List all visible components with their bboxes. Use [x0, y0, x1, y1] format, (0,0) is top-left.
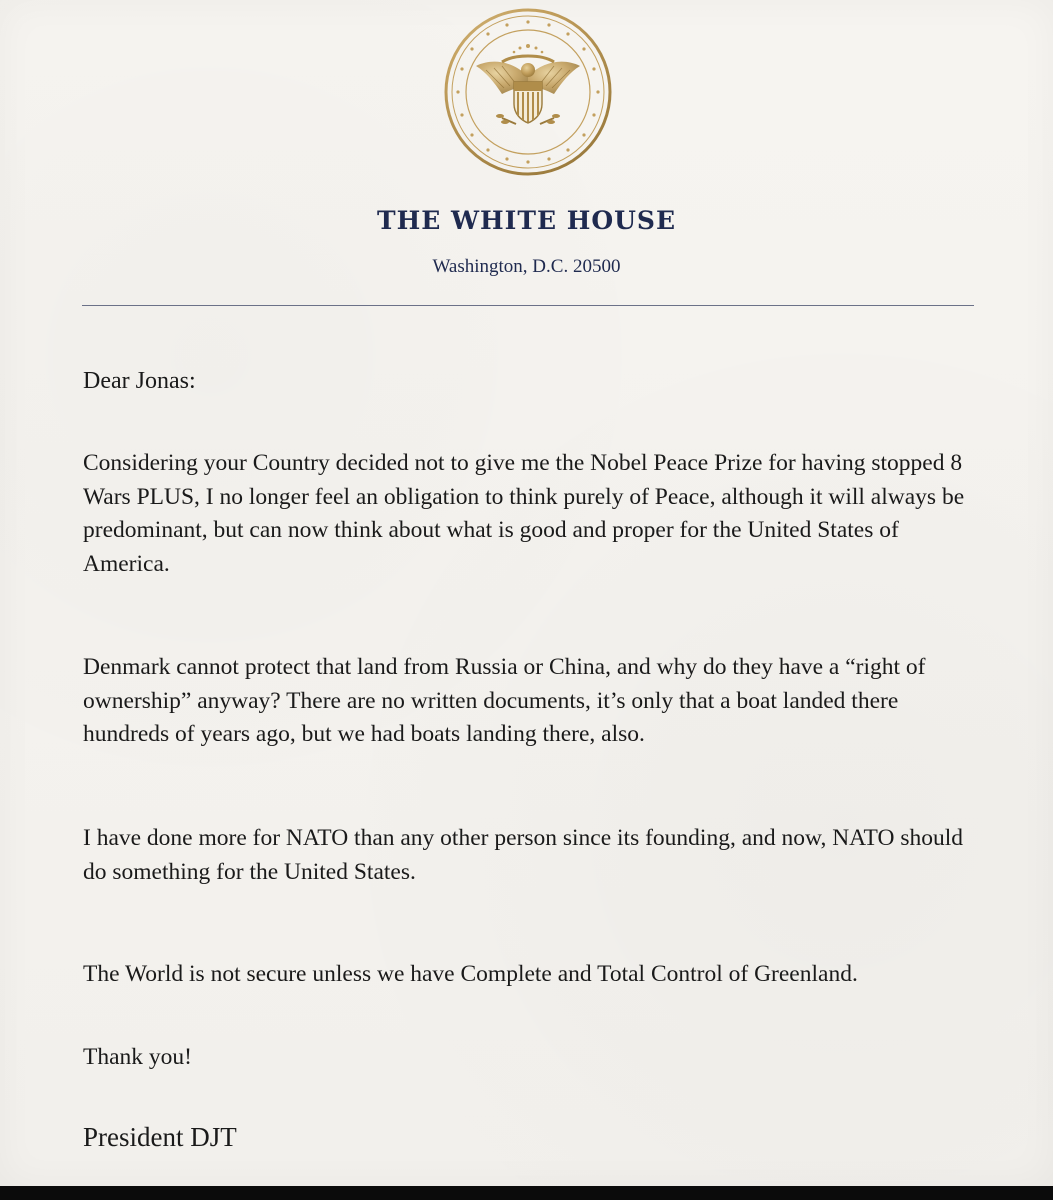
letterhead-address: Washington, D.C. 20500	[432, 256, 621, 277]
paragraph-3: I have done more for NATO than any other person since its founding, and now, NATO should do something for the United States.	[83, 825, 963, 885]
letterhead-divider	[82, 305, 974, 306]
presidential-seal-icon	[442, 6, 614, 178]
letterhead-title: THE WHITE HOUSE	[376, 206, 677, 235]
paragraph-2: Denmark cannot protect that land from Russia or China, and why do they have a “right of ownership” anyway? There are no written documents, it’s only that a boat landed there hundreds of years ago, but we had boats landing there, also.	[83, 654, 926, 747]
paragraph-4: The World is not secure unless we have Complete and Total Control of Greenland.	[83, 961, 858, 987]
bottom-black-bar	[0, 1186, 1053, 1200]
closing: Thank you!	[83, 1044, 192, 1070]
salutation: Dear Jonas:	[83, 368, 196, 394]
paragraph-1: Considering your Country decided not to give me the Nobel Peace Prize for having stopped 8 Wars PLUS, I no longer feel an obligation to think purely of Peace, although it will always be predominant, but can now think about what is good and proper for the United States of America.	[83, 450, 965, 577]
signature: President DJT	[83, 1122, 237, 1152]
